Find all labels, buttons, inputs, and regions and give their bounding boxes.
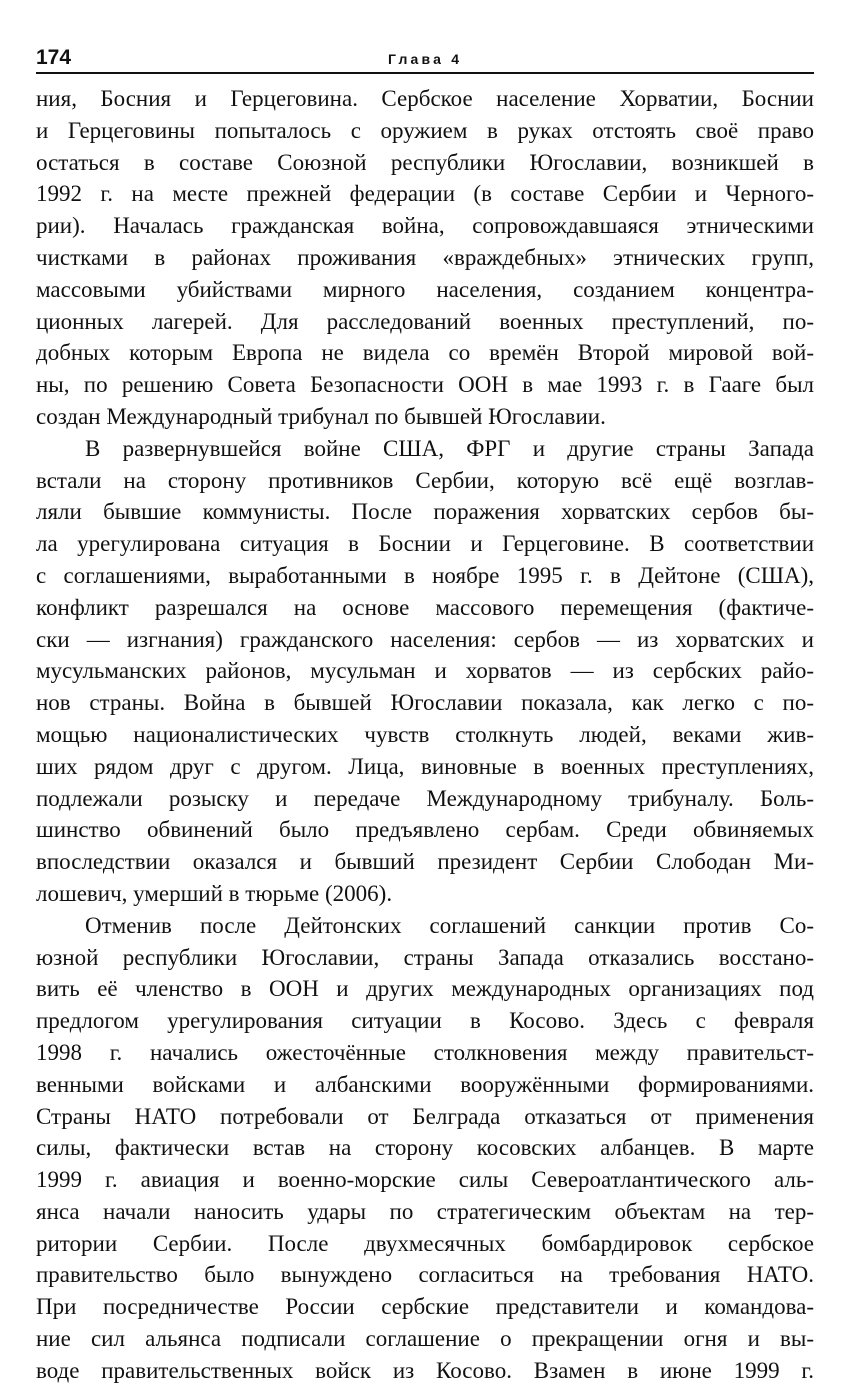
- text-line: юзной республики Югославии, страны Запада отказались восстано-: [36, 944, 814, 970]
- paragraph: [36, 433, 814, 910]
- text-line: рии). Началась гражданская война, сопровождавшаяся этническими: [36, 213, 814, 239]
- text-line: силы, фактически встав на сторону косовских албанцев. В марте: [36, 1135, 814, 1161]
- text-line: ших рядом друг с другом. Лица, виновные в военных преступлениях,: [36, 753, 814, 779]
- text-line: ляли бывшие коммунисты. После поражения хорватских сербов бы-: [36, 499, 814, 525]
- text-line: 1992 г. на месте прежней федерации (в составе Сербии и Черного-: [36, 181, 814, 207]
- text-line: конфликт разрешался на основе массового перемещения (фактиче-: [36, 594, 814, 620]
- text-line: При посредничестве России сербские представители и командова-: [36, 1294, 814, 1320]
- running-head: Глава 4: [388, 51, 463, 67]
- text-line: чистками в районах проживания «враждебных» этнических групп,: [36, 244, 814, 270]
- text-line: с соглашениями, выработанными в ноябре 1995 г. в Дейтоне (США),: [36, 562, 814, 588]
- text-line: мощью националистических чувств столкнуть людей, веками жив-: [36, 721, 814, 747]
- text-line: 1999 г. авиация и военно-морские силы Североатлантического аль-: [36, 1167, 814, 1193]
- text-line: 1998 г. начались ожесточённые столкновения между правительст-: [36, 1039, 814, 1065]
- text-line: остаться в составе Союзной республики Югославии, возникшей в: [36, 149, 814, 175]
- text-line: встали на сторону противников Сербии, которую всё ещё возглав-: [36, 467, 814, 493]
- text-line: предлогом урегулирования ситуации в Косово. Здесь с февраля: [36, 1008, 814, 1034]
- text-line: лошевич, умерший в тюрьме (2006).: [36, 880, 393, 906]
- text-line: и Герцеговины попыталось с оружием в руках отстоять своё право: [36, 117, 814, 143]
- text-line: янса начали наносить удары по стратегическим объектам на тер-: [36, 1198, 814, 1224]
- text-line: подлежали розыску и передаче Международному трибуналу. Боль-: [36, 785, 814, 811]
- body-text: [36, 83, 814, 1387]
- text-line: ритории Сербии. После двухмесячных бомбардировок сербское: [36, 1230, 814, 1256]
- text-line: ние сил альянса подписали соглашение о прекращении огня и вы-: [36, 1326, 814, 1352]
- text-line: ла урегулирована ситуация в Боснии и Герцеговине. В соответствии: [36, 531, 814, 557]
- paragraph: [36, 910, 814, 1387]
- text-line: правительство было вынуждено согласиться на требования НАТО.: [36, 1262, 814, 1288]
- text-line: венными войсками и албанскими вооружёнными формированиями.: [36, 1071, 814, 1097]
- text-line: Страны НАТО потребовали от Белграда отказаться от применения: [36, 1103, 814, 1129]
- page-header: [36, 44, 814, 74]
- text-line: мусульманских районов, мусульман и хорватов — из сербских райо-: [36, 658, 814, 684]
- page-number: 174: [36, 46, 72, 69]
- text-line: В развернувшейся войне США, ФРГ и другие страны Запада: [85, 435, 814, 461]
- text-line: воде правительственных войск из Косово. Взамен в июне 1999 г.: [36, 1357, 814, 1383]
- text-line: добных которым Европа не видела со времён Второй мировой вой-: [36, 340, 814, 366]
- text-line: шинство обвинений было предъявлено сербам. Среди обвиняемых: [36, 817, 814, 843]
- text-line: ционных лагерей. Для расследований военных преступлений, по-: [36, 308, 814, 334]
- text-line: впоследствии оказался и бывший президент Сербии Слободан Ми-: [36, 849, 814, 875]
- text-line: ны, по решению Совета Безопасности ООН в мае 1993 г. в Гааге был: [36, 372, 814, 398]
- paragraph: [36, 83, 814, 433]
- text-line: массовыми убийствами мирного населения, созданием концентра-: [36, 276, 814, 302]
- text-line: нов страны. Война в бывшей Югославии показала, как легко с по-: [36, 690, 814, 716]
- text-line: создан Международный трибунал по бывшей Югославии.: [36, 403, 606, 429]
- text-line: вить её членство в ООН и других международных организациях под: [36, 976, 814, 1002]
- text-line: ски — изгнания) гражданского населения: сербов — из хорватских и: [36, 626, 814, 652]
- text-line: ния, Босния и Герцеговина. Сербское население Хорватии, Боснии: [36, 86, 814, 111]
- text-line: Отменив после Дейтонских соглашений санкции против Со-: [85, 912, 814, 938]
